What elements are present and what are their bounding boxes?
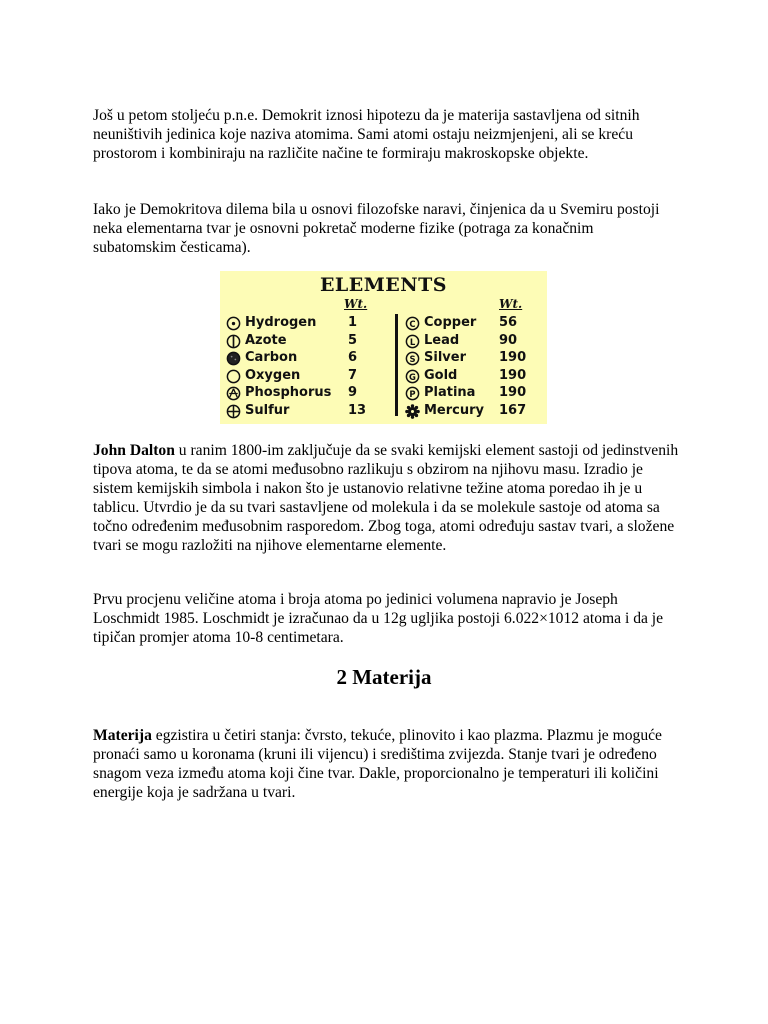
paragraph-matter-states [93,726,678,802]
element-row [405,384,543,402]
element-name: Lead [424,332,460,348]
elements-title: ELEMENTS [319,274,448,296]
element-name: Gold [424,367,458,383]
element-weight: 190 [499,385,527,400]
matter-text: egzistira u četiri stanja: čvrsto, tekuće, plinovito i kao plazma. Plazmu je moguće pronaći samo u koronama (kruni ili vijencu) i središtima zvijezda. Stanje tvari je određeno snagom veza između atoma koji čine tvar. Dakle, proporcionalno je temperaturi ili količini energije koja je sadržana u tvari. [93,727,662,801]
element-name: Carbon [245,350,298,365]
element-row [226,349,376,367]
element-weight: 190 [499,367,527,383]
svg-text:G: G [409,371,416,382]
weight-header: Wt. [344,297,368,311]
svg-text:P: P [409,388,416,399]
element-row [405,402,543,420]
star-circle-icon [226,386,241,401]
element-weight: 6 [348,350,358,365]
svg-text:L: L [409,336,416,347]
element-row [226,384,376,402]
dalton-name: John Dalton [93,442,175,459]
element-row [226,332,376,350]
element-weight: 9 [348,385,358,400]
element-name: Platina [424,385,476,400]
element-weight: 13 [348,402,367,418]
weight-header: Wt. [499,297,523,311]
matter-term: Materija [93,727,152,744]
l-circle-icon [405,334,420,349]
element-name: Copper [424,315,477,330]
element-row [226,367,376,385]
paragraph-dalton [93,441,683,555]
element-weight: 1 [348,315,358,330]
elements-table-image [220,271,547,424]
element-name: Sulfur [245,402,290,418]
paragraph-loschmidt: Prvu procjenu veličine atoma i broja atoma po jedinici volumena napravio je Joseph Loschmidt 1985. Loschmidt je izračunao da u 12g ugljika postoji 6.022×1012 atoma i da je tipičan promjer atoma 10-8 centimetara. [93,591,664,646]
paragraph-democritus: Još u petom stoljeću p.n.e. Demokrit iznosi hipotezu da je materija sastavljena od sitnih neuništivih jedinica koje naziva atomima. Sami atomi ostaju neizmjenjeni, ali se kreću prostorom i kombiniraju na različite načine te formiraju makroskopske objekte. [93,107,640,162]
dot-circle-icon [226,316,241,331]
element-row [405,314,543,332]
element-row [405,349,543,367]
element-weight: 56 [499,315,518,330]
empty-circle-icon [226,369,241,384]
element-name: Oxygen [245,367,301,383]
g-circle-icon [405,369,420,384]
c-circle-icon [405,316,420,331]
element-weight: 5 [348,332,358,348]
element-weight: 7 [348,367,358,383]
element-weight: 167 [499,402,527,418]
section-heading: 2 Materija [336,665,432,689]
p-circle-icon [405,386,420,401]
s-circle-icon [405,351,420,366]
element-name: Hydrogen [245,315,317,330]
paragraph-elementary-substance: Iako je Demokritova dilema bila u osnovi filozofske naravi, činjenica da u Svemiru postoji neka elementarna tvar je osnovni pokretač moderne fizike (potraga za konačnim subatomskim česticama). [93,201,660,256]
column-divider [395,314,398,416]
dalton-text: u ranim 1800-im zaključuje da se svaki kemijski element sastoji od jedinstvenih tipova atoma, te da se atomi međusobno razlikuju s obzirom na njihovu masu. Izradio je sistem kemijskih simbola i nakon što je ustanovio relativne težine atoma poredao ih je u tablicu. Utvrdio je da su tvari sastavljene od molekula i da se molekule sastoje od atoma sa točno određenim međusobnim rasporedom. Zbog toga, atomi određuju sastav tvari, a složene tvari se mogu razložiti na njihove elementarne elemente. [93,442,679,554]
svg-text:S: S [409,353,416,364]
filled-circle-icon [226,351,241,366]
element-name: Phosphorus [245,385,332,400]
vertical-bar-circle-icon [226,334,241,349]
element-row [405,332,543,350]
element-row [226,402,376,420]
cross-circle-icon [226,404,241,419]
element-name: Silver [424,350,466,365]
svg-text:C: C [409,318,416,329]
element-name: Azote [245,332,287,348]
element-weight: 190 [499,350,527,365]
element-row [226,314,376,332]
element-row [405,367,543,385]
element-weight: 90 [499,332,518,348]
gear-circle-icon [405,404,420,419]
element-name: Mercury [424,402,485,418]
